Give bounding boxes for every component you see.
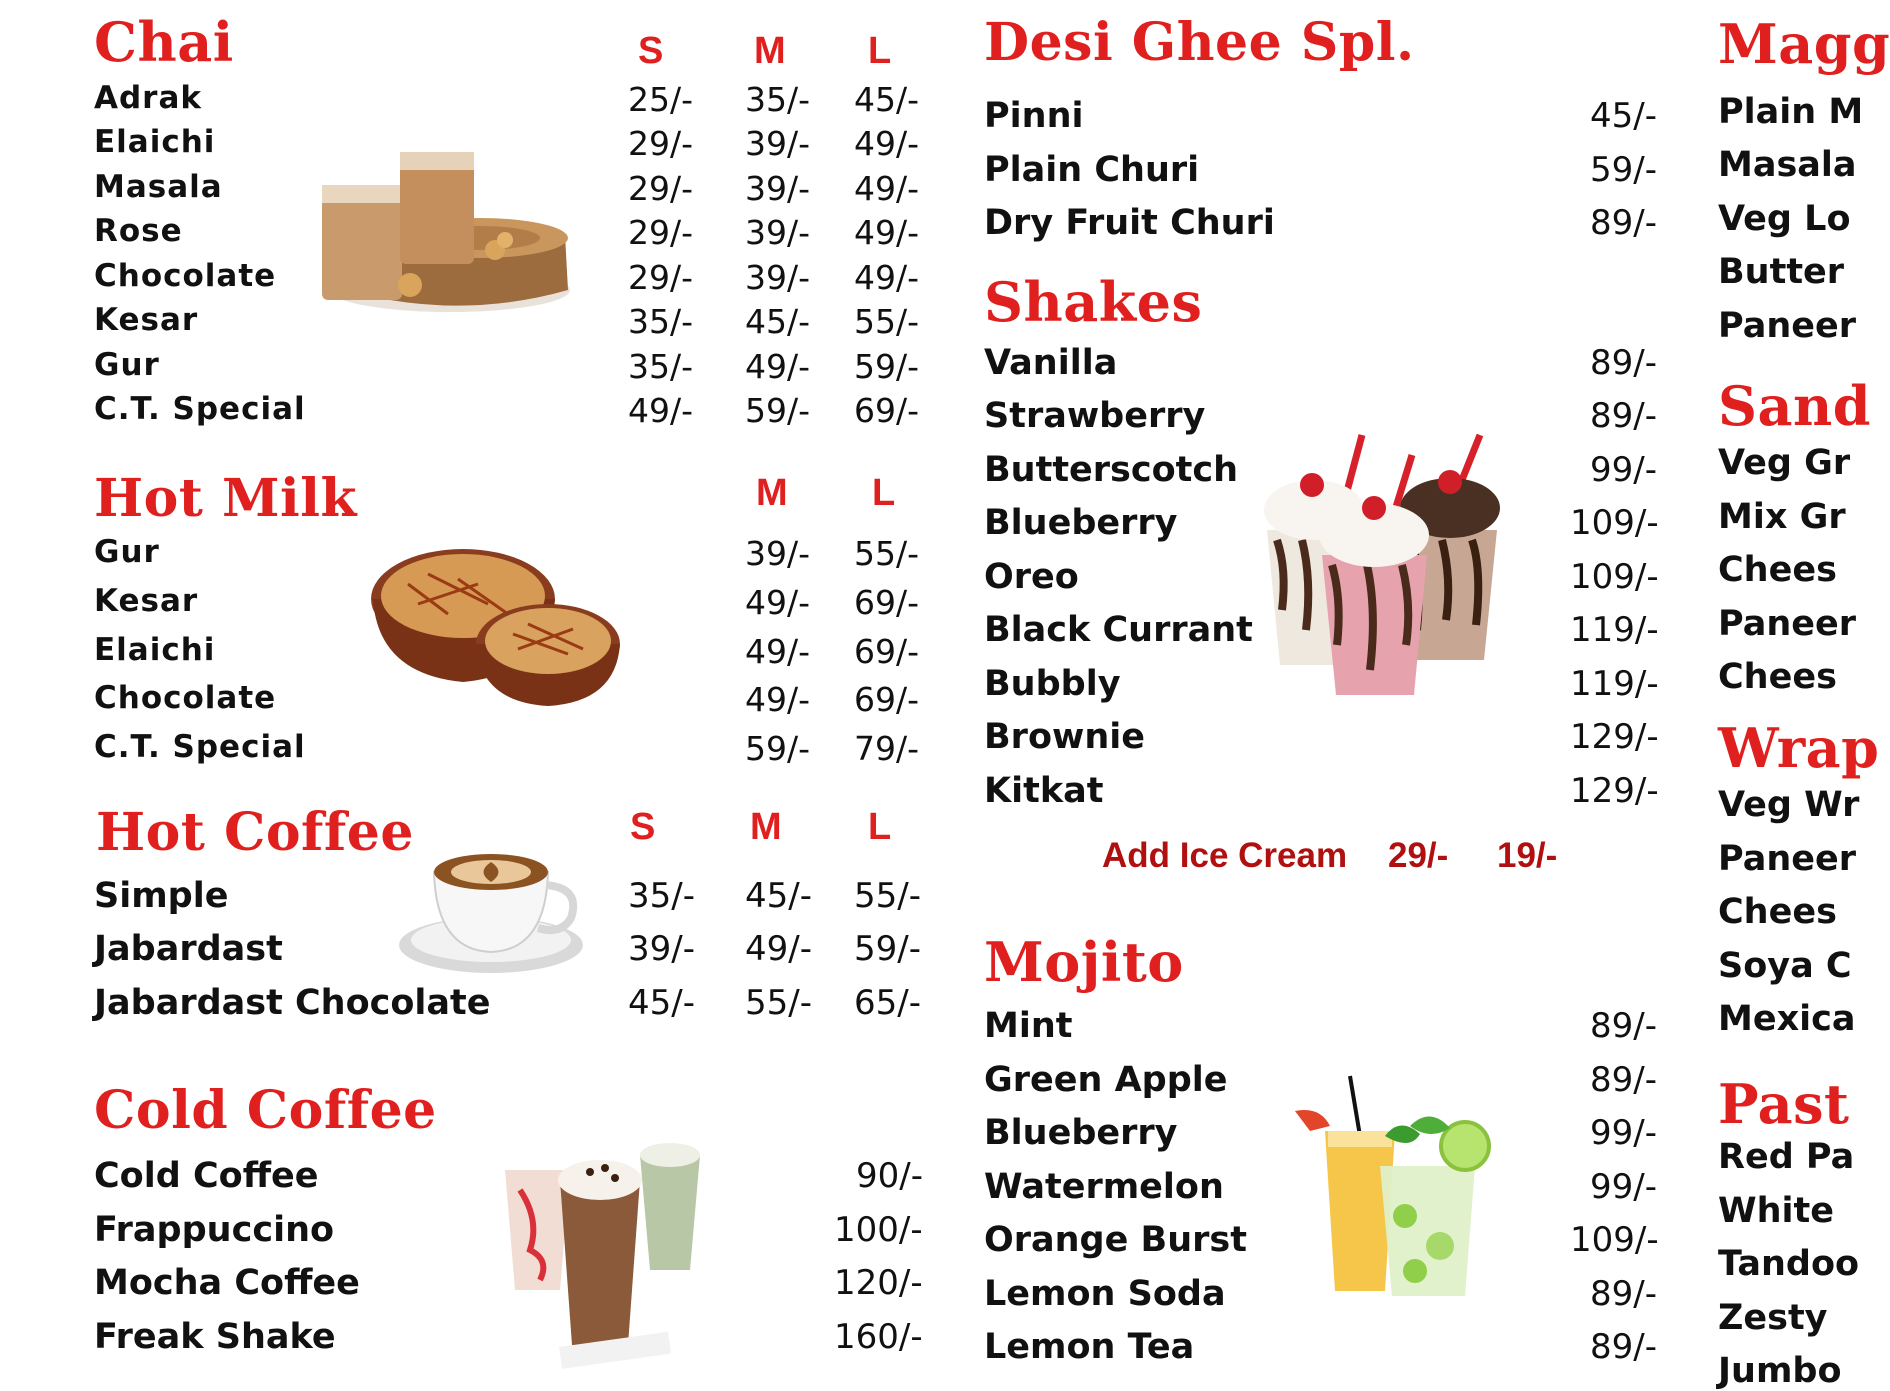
hot-coffee-price-m: 45/- bbox=[745, 876, 812, 916]
chai-price-m: 49/- bbox=[745, 347, 811, 386]
hot-coffee-price-m: 55/- bbox=[745, 983, 812, 1023]
chai-price-l: 55/- bbox=[854, 302, 920, 341]
chai-item-name: C.T. Special bbox=[94, 391, 306, 427]
chai-item-name: Elaichi bbox=[94, 124, 216, 160]
hot-milk-kulhad-image bbox=[368, 524, 638, 704]
maggi-item-name: Veg Lo bbox=[1718, 199, 1851, 239]
section-title-sandwich: Sand bbox=[1718, 374, 1872, 438]
wrap-item-name: Veg Wr bbox=[1718, 785, 1860, 825]
coffee-cup-image bbox=[396, 840, 586, 980]
shakes-item-name: Blueberry bbox=[984, 503, 1178, 543]
chai-price-l: 49/- bbox=[854, 258, 920, 297]
section-title-hot-milk: Hot Milk bbox=[94, 468, 358, 529]
chai-price-s: 35/- bbox=[628, 347, 694, 386]
mojito-item-name: Mint bbox=[984, 1006, 1073, 1046]
sandwich-item-name: Mix Gr bbox=[1718, 497, 1846, 537]
hot-coffee-size-m: M bbox=[750, 806, 782, 848]
wrap-item-name: Mexica bbox=[1718, 999, 1856, 1039]
cold-coffee-glasses-image bbox=[500, 1140, 710, 1365]
section-title-pasta: Past bbox=[1718, 1072, 1850, 1136]
hot-milk-size-l: L bbox=[872, 472, 896, 514]
maggi-item-name: Masala bbox=[1718, 145, 1857, 185]
shakes-price: 129/- bbox=[1570, 717, 1659, 757]
shakes-price: 89/- bbox=[1590, 343, 1657, 383]
hot-milk-item-name: C.T. Special bbox=[94, 729, 306, 765]
mojito-item-name: Lemon Tea bbox=[984, 1327, 1195, 1367]
add-ice-cream-price-2: 19/- bbox=[1497, 836, 1558, 875]
chai-price-s: 29/- bbox=[628, 124, 694, 163]
chai-item-name: Kesar bbox=[94, 302, 199, 338]
shakes-price: 89/- bbox=[1590, 396, 1657, 436]
chai-price-m: 35/- bbox=[745, 80, 811, 119]
hot-milk-size-m: M bbox=[756, 472, 788, 514]
section-title-cold-coffee: Cold Coffee bbox=[94, 1080, 437, 1141]
hot-coffee-price-l: 55/- bbox=[854, 876, 921, 916]
hot-milk-item-name: Kesar bbox=[94, 583, 199, 619]
hot-coffee-item-name: Jabardast bbox=[94, 929, 283, 969]
shakes-item-name: Bubbly bbox=[984, 664, 1121, 704]
hot-milk-price-l: 69/- bbox=[854, 680, 920, 719]
shakes-item-name: Vanilla bbox=[984, 343, 1118, 383]
chai-glasses-image bbox=[300, 140, 580, 320]
chai-price-m: 39/- bbox=[745, 213, 811, 252]
desi-ghee-item-name: Plain Churi bbox=[984, 150, 1200, 190]
desi-ghee-item-name: Dry Fruit Churi bbox=[984, 203, 1275, 243]
hot-coffee-price-l: 65/- bbox=[854, 983, 921, 1023]
chai-price-s: 25/- bbox=[628, 80, 694, 119]
pasta-item-name: Red Pa bbox=[1718, 1137, 1855, 1177]
chai-price-l: 59/- bbox=[854, 347, 920, 386]
mojito-glasses-image bbox=[1290, 1076, 1490, 1306]
cold-coffee-item-name: Cold Coffee bbox=[94, 1156, 319, 1196]
chai-price-s: 35/- bbox=[628, 302, 694, 341]
wrap-item-name: Soya C bbox=[1718, 946, 1852, 986]
chai-item-name: Masala bbox=[94, 169, 223, 205]
pasta-item-name: Zesty bbox=[1718, 1298, 1828, 1338]
chai-price-s: 29/- bbox=[628, 213, 694, 252]
hot-milk-item-name: Chocolate bbox=[94, 680, 277, 716]
chai-price-s: 49/- bbox=[628, 391, 694, 430]
hot-coffee-price-s: 39/- bbox=[628, 929, 695, 969]
mojito-item-name: Watermelon bbox=[984, 1167, 1224, 1207]
hot-milk-price-m: 49/- bbox=[745, 680, 811, 719]
section-title-shakes: Shakes bbox=[984, 270, 1203, 334]
pasta-item-name: Jumbo bbox=[1718, 1351, 1842, 1391]
hot-coffee-price-m: 49/- bbox=[745, 929, 812, 969]
hot-coffee-size-s: S bbox=[630, 806, 656, 848]
chai-price-s: 29/- bbox=[628, 258, 694, 297]
shakes-item-name: Butterscotch bbox=[984, 450, 1239, 490]
shakes-price: 119/- bbox=[1570, 610, 1659, 650]
chai-item-name: Gur bbox=[94, 347, 160, 383]
section-title-mojito: Mojito bbox=[984, 930, 1184, 994]
maggi-item-name: Butter bbox=[1718, 252, 1845, 292]
chai-price-l: 49/- bbox=[854, 213, 920, 252]
desi-ghee-price: 45/- bbox=[1590, 96, 1657, 136]
mojito-price: 89/- bbox=[1590, 1327, 1657, 1367]
cold-coffee-item-name: Mocha Coffee bbox=[94, 1263, 360, 1303]
maggi-item-name: Plain M bbox=[1718, 92, 1864, 132]
cold-coffee-price: 90/- bbox=[856, 1156, 923, 1196]
pasta-item-name: Tandoo bbox=[1718, 1244, 1860, 1284]
chai-price-l: 49/- bbox=[854, 169, 920, 208]
maggi-item-name: Paneer bbox=[1718, 306, 1856, 346]
wrap-item-name: Paneer bbox=[1718, 839, 1856, 879]
wrap-item-name: Chees bbox=[1718, 892, 1837, 932]
shakes-price: 99/- bbox=[1590, 450, 1657, 490]
sandwich-item-name: Chees bbox=[1718, 550, 1837, 590]
hot-coffee-item-name: Jabardast Chocolate bbox=[94, 983, 491, 1023]
mojito-price: 89/- bbox=[1590, 1060, 1657, 1100]
cold-coffee-price: 100/- bbox=[834, 1210, 923, 1250]
mojito-price: 99/- bbox=[1590, 1113, 1657, 1153]
cold-coffee-item-name: Freak Shake bbox=[94, 1317, 336, 1357]
mojito-item-name: Orange Burst bbox=[984, 1220, 1247, 1260]
hot-milk-price-l: 55/- bbox=[854, 534, 920, 573]
section-title-maggi: Magg bbox=[1718, 12, 1890, 76]
shakes-item-name: Black Currant bbox=[984, 610, 1253, 650]
hot-coffee-size-l: L bbox=[868, 806, 892, 848]
chai-price-m: 39/- bbox=[745, 169, 811, 208]
mojito-price: 99/- bbox=[1590, 1167, 1657, 1207]
hot-milk-item-name: Gur bbox=[94, 534, 160, 570]
hot-coffee-price-s: 45/- bbox=[628, 983, 695, 1023]
hot-milk-price-m: 49/- bbox=[745, 583, 811, 622]
shakes-item-name: Kitkat bbox=[984, 771, 1104, 811]
mojito-item-name: Lemon Soda bbox=[984, 1274, 1226, 1314]
chai-item-name: Chocolate bbox=[94, 258, 277, 294]
desi-ghee-item-name: Pinni bbox=[984, 96, 1084, 136]
shakes-item-name: Strawberry bbox=[984, 396, 1206, 436]
hot-milk-item-name: Elaichi bbox=[94, 632, 216, 668]
sandwich-item-name: Paneer bbox=[1718, 604, 1856, 644]
section-title-chai: Chai bbox=[94, 10, 234, 74]
cold-coffee-item-name: Frappuccino bbox=[94, 1210, 335, 1250]
section-title-hot-coffee: Hot Coffee bbox=[96, 802, 414, 863]
mojito-price: 109/- bbox=[1570, 1220, 1659, 1260]
sandwich-item-name: Veg Gr bbox=[1718, 443, 1851, 483]
hot-milk-price-m: 59/- bbox=[745, 729, 811, 768]
add-ice-cream-price-1: 29/- bbox=[1388, 836, 1449, 875]
shakes-price: 109/- bbox=[1570, 557, 1659, 597]
chai-price-l: 45/- bbox=[854, 80, 920, 119]
shakes-item-name: Brownie bbox=[984, 717, 1145, 757]
shakes-glasses-image bbox=[1262, 430, 1502, 700]
shakes-item-name: Oreo bbox=[984, 557, 1079, 597]
shakes-price: 119/- bbox=[1570, 664, 1659, 704]
chai-size-l: L bbox=[868, 30, 892, 72]
desi-ghee-price: 59/- bbox=[1590, 150, 1657, 190]
sandwich-item-name: Chees bbox=[1718, 657, 1837, 697]
cold-coffee-price: 120/- bbox=[834, 1263, 923, 1303]
add-ice-cream-label: Add Ice Cream bbox=[1102, 836, 1348, 875]
cold-coffee-price: 160/- bbox=[834, 1317, 923, 1357]
section-title-desi-ghee: Desi Ghee Spl. bbox=[984, 12, 1415, 73]
chai-price-l: 49/- bbox=[854, 124, 920, 163]
chai-price-m: 59/- bbox=[745, 391, 811, 430]
hot-milk-price-m: 39/- bbox=[745, 534, 811, 573]
hot-milk-price-l: 69/- bbox=[854, 632, 920, 671]
pasta-item-name: White bbox=[1718, 1191, 1834, 1231]
chai-item-name: Adrak bbox=[94, 80, 203, 116]
mojito-price: 89/- bbox=[1590, 1274, 1657, 1314]
hot-coffee-price-s: 35/- bbox=[628, 876, 695, 916]
chai-price-m: 39/- bbox=[745, 124, 811, 163]
chai-size-s: S bbox=[638, 30, 664, 72]
hot-milk-price-l: 79/- bbox=[854, 729, 920, 768]
chai-size-m: M bbox=[754, 30, 786, 72]
shakes-price: 129/- bbox=[1570, 771, 1659, 811]
chai-price-m: 39/- bbox=[745, 258, 811, 297]
chai-price-s: 29/- bbox=[628, 169, 694, 208]
hot-coffee-item-name: Simple bbox=[94, 876, 229, 916]
mojito-item-name: Green Apple bbox=[984, 1060, 1228, 1100]
section-title-wrap: Wrap bbox=[1718, 716, 1880, 780]
chai-price-l: 69/- bbox=[854, 391, 920, 430]
hot-coffee-price-l: 59/- bbox=[854, 929, 921, 969]
hot-milk-price-m: 49/- bbox=[745, 632, 811, 671]
hot-milk-price-l: 69/- bbox=[854, 583, 920, 622]
chai-item-name: Rose bbox=[94, 213, 183, 249]
shakes-price: 109/- bbox=[1570, 503, 1659, 543]
chai-price-m: 45/- bbox=[745, 302, 811, 341]
desi-ghee-price: 89/- bbox=[1590, 203, 1657, 243]
mojito-price: 89/- bbox=[1590, 1006, 1657, 1046]
mojito-item-name: Blueberry bbox=[984, 1113, 1178, 1153]
